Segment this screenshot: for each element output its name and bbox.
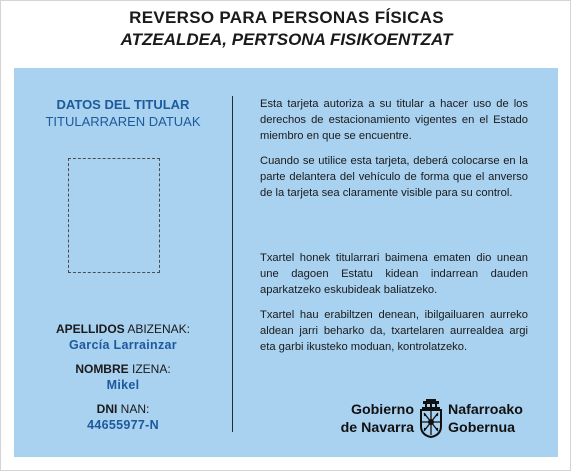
name-value: Mikel	[106, 378, 140, 392]
paragraph-placement-eu: Txartel hau erabiltzen denean, ibilgailuaren aurreko aldean jarri beharko da, txartelaren aurrealdea argi eta garbi ikusteko moduan, kontrolatzeko.	[260, 309, 528, 353]
id-label-spanish: DNI	[96, 402, 118, 416]
surname-label	[14, 321, 232, 337]
paragraph-authorization-es: Esta tarjeta autoriza a su titular a hacer uso de los derechos de estacionamiento vigentes en el Estado miembro en que se encuentre.	[260, 98, 528, 142]
holder-title-basque: TITULARRAREN DATUAK	[45, 114, 201, 129]
name-label	[14, 361, 232, 377]
surname-label-spanish: APELLIDOS	[55, 322, 125, 336]
name-field	[14, 361, 232, 394]
column-divider	[232, 96, 233, 432]
logo-spanish-line2: de Navarra	[340, 420, 414, 436]
logo-basque-line1: Nafarroako	[448, 402, 523, 418]
surname-label-basque: ABIZENAK:	[127, 322, 191, 336]
surname-value: García Larrainzar	[69, 338, 177, 352]
name-label-spanish: NOMBRE	[75, 362, 129, 376]
id-field	[14, 401, 232, 434]
paragraph-placement-es: Cuando se utilice esta tarjeta, deberá colocarse en la parte delantera del vehículo de forma que el anverso de la tarjeta sea claramente visible para su control.	[260, 155, 528, 199]
holder-section-title	[14, 96, 232, 130]
title-spanish: REVERSO PARA PERSONAS FÍSICAS	[129, 8, 444, 27]
id-value: 44655977-N	[87, 418, 159, 432]
id-label-basque: NAN:	[120, 402, 150, 416]
holder-title-spanish: DATOS DEL TITULAR	[56, 97, 190, 112]
parking-card-reverse	[14, 68, 558, 457]
paragraph-authorization-eu: Txartel honek titularrari baimena ematen dio unean une dagoen Estatu kidean indarrean dauden aparkatzeko eskubideak baliatzeko.	[260, 252, 528, 296]
photo-placeholder	[68, 158, 160, 273]
navarra-coat-of-arms-icon	[418, 398, 444, 438]
surname-field	[14, 321, 232, 354]
government-logo	[332, 398, 547, 440]
logo-basque-line2: Gobernua	[448, 420, 516, 436]
logo-spanish-line1: Gobierno	[350, 402, 414, 418]
holder-data-column	[14, 68, 232, 457]
document-header	[1, 7, 571, 51]
logo-text-basque	[448, 401, 523, 437]
id-label	[14, 401, 232, 417]
name-label-basque: IZENA:	[132, 362, 171, 376]
title-basque: ATZEALDEA, PERTSONA FISIKOENTZAT	[120, 30, 453, 49]
logo-text-spanish	[332, 401, 414, 437]
